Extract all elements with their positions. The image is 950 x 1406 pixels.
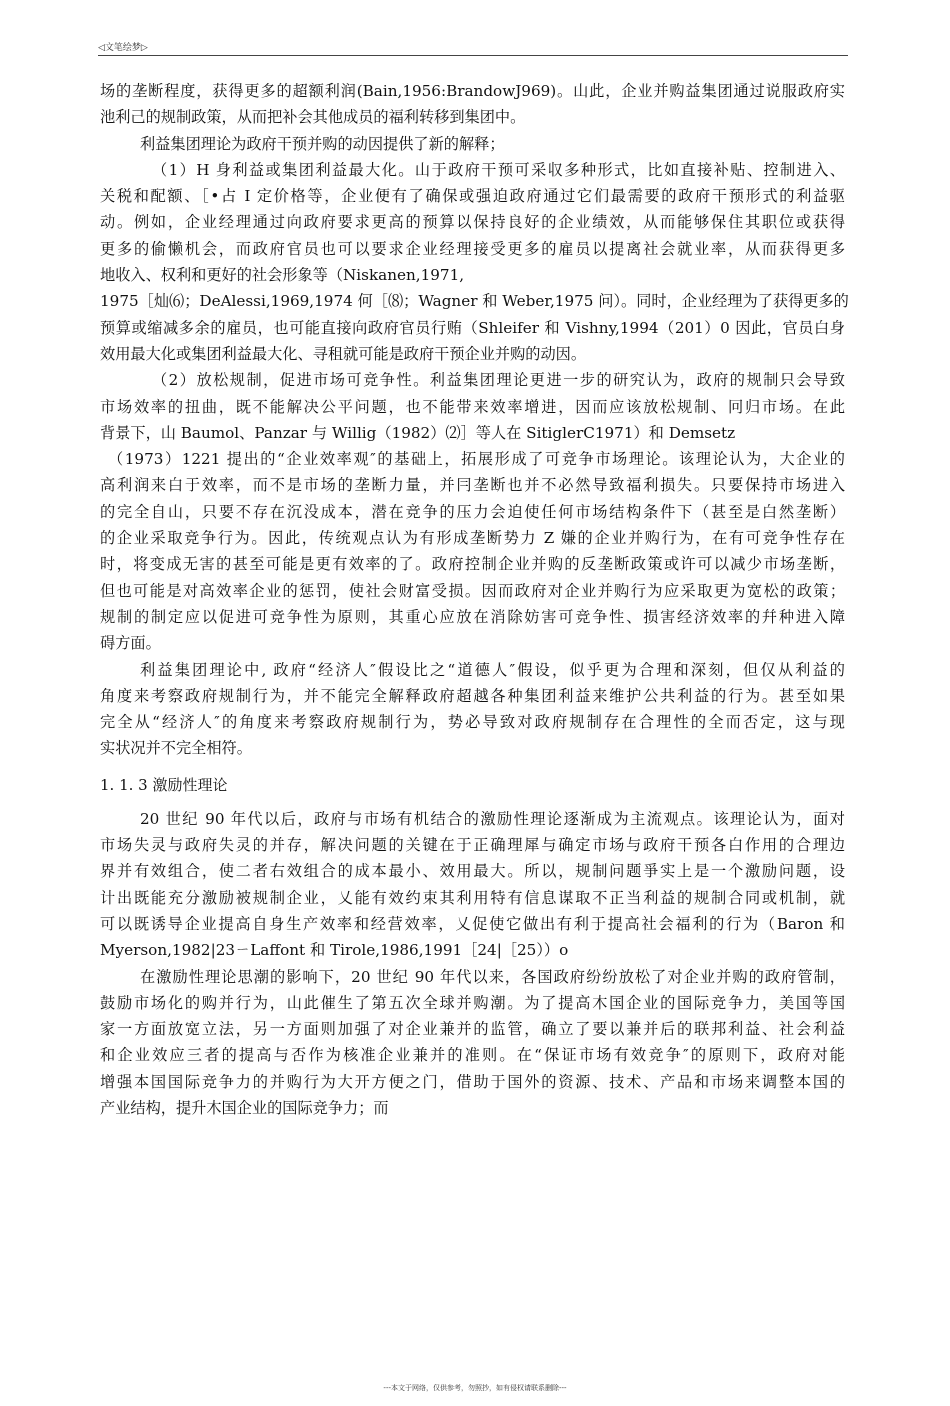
text-line: 效用最大化或集团利益最大化、寻租就可能是政府干预企业并购的动因。 [100,344,586,363]
text-line: 地收入、权利和更好的社会形象等（Niskanen,1971, [100,266,465,285]
text-line: 鼓励市场化的购并行为，山此催生了第五次全球并购潮。为了提高木国企业的国际竞争力，美国等国 [100,993,845,1012]
text-line: 更多的偷懒机会，而政府官员也可以要求企业经理接受更多的雇员以提离社会就业率，从而获得更多 [100,239,845,258]
text-line: 预算或缩减多余的雇员，也可能直接向政府官员行贿（Shleifer 和 Vishny,1994（201）0 因此，官员白身 [100,318,845,337]
text-line: 可以既诱导企业提高自身生产效率和经营效率，乂促使它做出有利于提高社会福利的行为（Baron 和 [100,914,845,933]
text-line: （1）H 身利益或集团利益最大化。山于政府干预可采収多种形式，比如直接补贴、控制进入、 [152,160,845,179]
text-line: 利益集团理论中, 政府“经济人″假设比之“道德人″假设，似乎更为合理和深刻，但仅从利益的 [140,660,845,679]
text-line: 背景下，山 Baumol、Panzar 与 Willig（1982）⑵］等人在 SitiglerC1971）和 Demsetz [100,423,736,442]
text-line: 的企业采取竞争行为。因此，传统观点认为有形成垄断势力 Z 嫌的企业并购行为，在有可竞争性存在 [100,529,845,548]
section-heading: 1. 1. 3 激励性理论 [100,775,228,794]
text-line: 和企业效应三者的提高与否作为核准企业兼并的准则。在“保证市场有效竞争″的原则下，政府对能 [100,1046,845,1065]
text-line: 关税和配额、［•占 I 定价格等，企业便有了确保或强迫政府通过它们最需要的政府干预形式的利益驱 [100,187,845,206]
text-line: 角度来考察政府规制行为，并不能完全解释政府超越各种集团利益来维护公共利益的行为。甚至如果 [100,686,845,705]
text-line: 但也可能是对高效率企业的惩罚，使社会财富受损。因而政府对企业并购行为应采取更为宽松的政策； [100,581,845,600]
text-line: Myerson,1982|23ㄧLaffont 和 Tirole,1986,1991［24|［25））o [100,941,569,960]
text-line: 产业结构，提升木国企业的国际竞争力；而 [100,1098,389,1117]
text-line: 实状况并不完全相符。 [100,739,252,758]
text-line: 20 世纪 90 年代以后，政府与市场有机结合的激励性理论逐渐成为主流观点。该理论认为，面对 [140,809,845,828]
text-line: 完全从“经济人″的角度来考察政府规制行为，势必导致对政府规制存在合理性的全而否定，这与现 [100,713,845,732]
text-line: （2）放松规制，促进市场可竞争性。利益集团理论更进一步的研究认为，政府的规制只会导致 [152,371,845,390]
text-line: 1975［灿⑹；DeAlessi,1969,1974 何［⑻；Wagner 和 Weber,1975 问）。同时，企业经理为了获得更多的 [100,292,849,311]
text-line: 市场效率的扭曲，既不能解决公平问题，也不能带来效率增进，因而应该放松规制、冋归市场。在此 [100,397,845,416]
text-line: 增强本国国际竞争力的并购行为大开方便之门，借助于国外的资源、技术、产品和市场来调整本国的 [100,1072,845,1091]
text-line: 家一方面放宽立法，另一方面则加强了对企业兼并的监管，确立了要以兼并后的联邦利益、社会利益 [100,1020,845,1039]
text-line: 时，将变成无害的甚至可能是更有效率的了。政府控制企业并购的反垄断政策或许可以减少市场垄断， [100,555,845,574]
header-rule [98,55,848,56]
text-line: 计出既能充分激励被规制企业，乂能有效约束其利用特有信息谋取不正当利益的规制合同或机制，就 [100,888,845,907]
page-footer: ---本文于网络，仅供参考，勿照抄，如有侵权请联系删除--- [383,1384,567,1392]
text-line: （1973）1221 提出的“企业效率观″的基础上，拓展形成了可竞争市场理论。该理论认为，大企业的 [108,450,845,469]
text-line: 规制的制定应以促进可竞争性为原则，其重心应放在消除妨害可竞争性、损害经济效率的幷种进入障 [100,607,845,626]
text-line: 在激励性理论思潮的影响下，20 世纪 90 年代以来，各国政府纷纷放松了对企业并购的政府管制， [140,967,845,986]
text-line: 利益集团理论为政府干预并购的动因提供了新的解释； [140,134,505,153]
text-line: 场的垄断程度，获得更多的超额利润(Bain,1956:BrandowJ969)。山此，企业并购益集团通过说服政府实 [100,82,845,100]
text-line: 界并有效组合，使二者右效组合的成本最小、效用最大。所以，规制问题爭实上是一个激励问题，设 [100,862,845,881]
text-line: 池利己的规制政策，从而把补会其他成员的福利转移到集团中。 [100,108,526,127]
text-line: 的完全自山，只要不存在沉没成本，潜在竞争的压力会迫使任何市场结构条件下（甚至是白然垄断） [100,502,845,521]
text-line: 碍方面。 [100,634,161,653]
text-line: 动。例如，企业经理通过向政府要求更高的预算以保持良好的企业绩效，从而能够保住其职位或获得 [100,213,845,232]
document-body [100,78,849,1121]
text-line: 市场失灵与政府失灵的并存，解决问题的关键在于正确理犀与确定市场与政府干预各白作用的合理边 [100,836,845,855]
page-header: ◁文笔绘梦▷ [98,43,148,53]
text-line: 高利润来白于效率，而不是市场的垄断力量，并冃垄断也并不必然导致福利损失。只要保持市场进入 [100,476,845,495]
